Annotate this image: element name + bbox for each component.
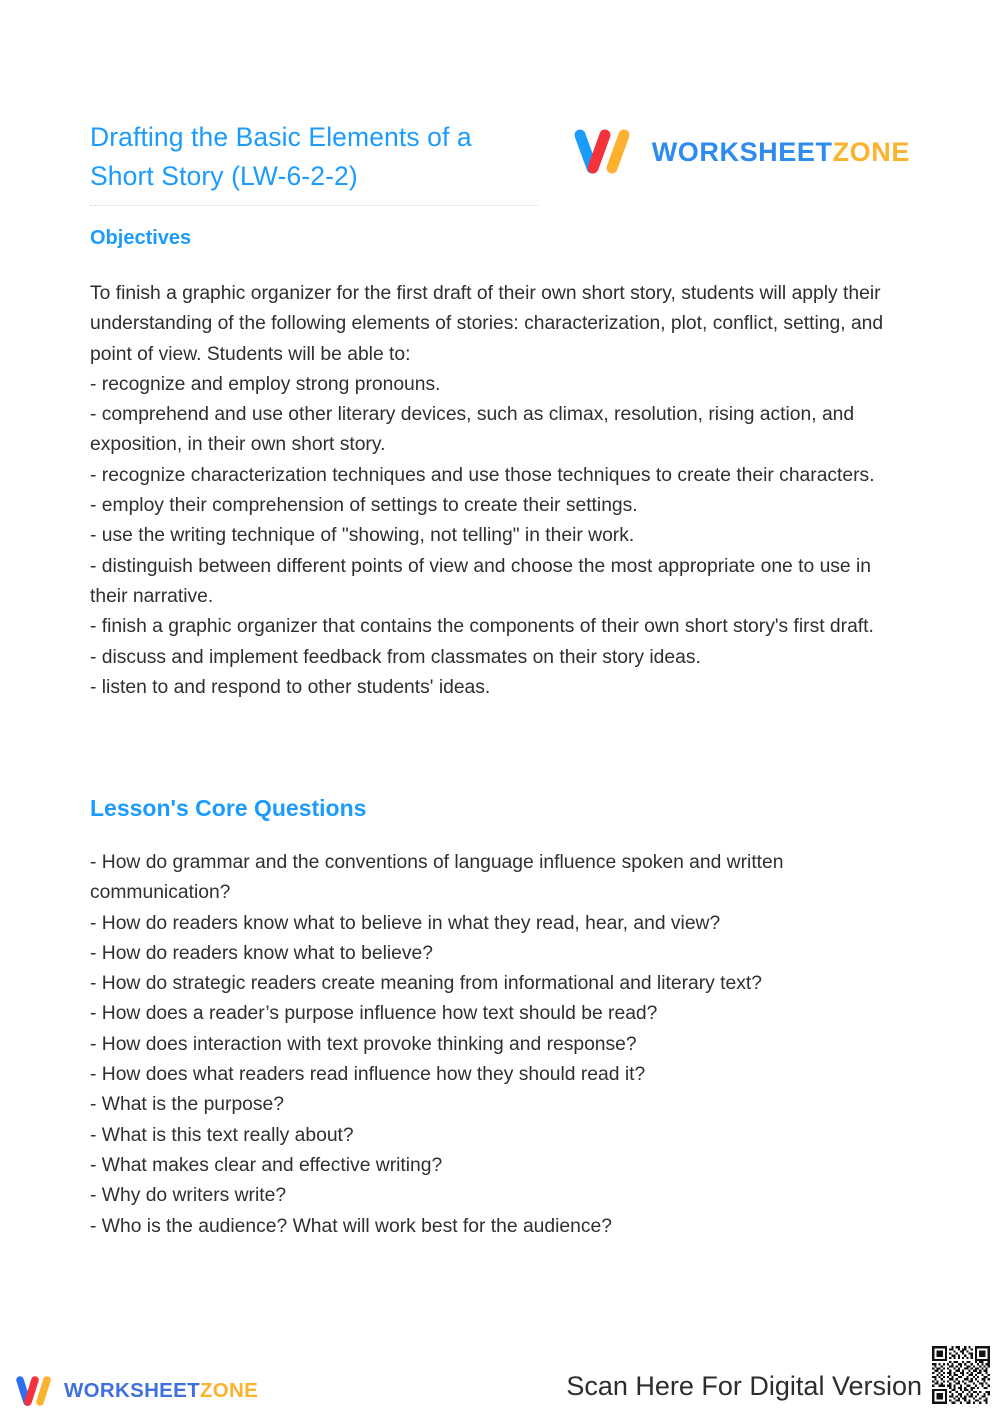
footer-wordmark-secondary: ZONE bbox=[199, 1378, 259, 1402]
list-item: - How do readers know what to believe in what they read, hear, and view? bbox=[90, 912, 721, 934]
brand-wordmark-secondary: ZONE bbox=[832, 136, 910, 167]
list-item: - How does a reader’s purpose influence how text should be read? bbox=[90, 1003, 658, 1025]
list-item: - What makes clear and effective writing? bbox=[90, 1154, 443, 1176]
brand-wordmark-primary: WORKSHEET bbox=[651, 136, 833, 167]
footer-wordmark-primary: WORKSHEET bbox=[64, 1378, 200, 1402]
list-item: - How do strategic readers create meaning from informational and literary text? bbox=[90, 973, 762, 995]
qr-code-icon bbox=[930, 1344, 992, 1406]
scan-instruction-text: Scan Here For Digital Version bbox=[566, 1371, 922, 1402]
list-item: - How does what readers read influence how they should read it? bbox=[90, 1064, 646, 1086]
core-questions-content bbox=[90, 848, 910, 1242]
brand-wordmark bbox=[651, 136, 910, 167]
page-title: Drafting the Basic Elements of a Short Story (LW-6-2-2) bbox=[90, 122, 472, 191]
section-heading-core-questions: Lesson's Core Questions bbox=[90, 795, 367, 821]
list-item: - distinguish between different points of view and choose the most appropriate one to use in their narrative. bbox=[90, 555, 872, 607]
qr-code[interactable] bbox=[930, 1344, 992, 1406]
list-item: - Why do writers write? bbox=[90, 1185, 287, 1207]
page-footer bbox=[0, 1330, 1000, 1414]
brand-logo-header[interactable] bbox=[572, 124, 910, 180]
list-item: - How does interaction with text provoke thinking and response? bbox=[90, 1033, 637, 1055]
list-item: - recognize and employ strong pronouns. bbox=[90, 373, 441, 395]
list-item: - finish a graphic organizer that contains the components of their own short story's first draft. bbox=[90, 616, 874, 638]
section-heading-objectives: Objectives bbox=[90, 227, 192, 249]
list-item: - listen to and respond to other students' ideas. bbox=[90, 676, 491, 698]
worksheetzone-w-mark-icon bbox=[14, 1374, 56, 1408]
list-item: - employ their comprehension of settings to create their settings. bbox=[90, 495, 638, 517]
brand-logo-footer[interactable] bbox=[14, 1374, 258, 1408]
list-item: - recognize characterization techniques and use those techniques to create their characters. bbox=[90, 464, 875, 486]
list-item: - Who is the audience? What will work best for the audience? bbox=[90, 1215, 612, 1237]
worksheetzone-w-mark-icon bbox=[572, 127, 638, 177]
objectives-intro: To finish a graphic organizer for the first draft of their own short story, students will apply their understanding of the following elements of stories: characterization, plot, conflict, setting, and point of view. Students will be able to: bbox=[90, 283, 884, 365]
list-item: - comprehend and use other literary devices, such as climax, resolution, rising action, and exposition, in their own short story. bbox=[90, 404, 855, 456]
list-item: - What is this text really about? bbox=[90, 1124, 354, 1146]
objectives-content bbox=[90, 279, 910, 703]
list-item: - How do grammar and the conventions of language influence spoken and written communication? bbox=[90, 852, 784, 904]
list-item: - use the writing technique of "showing, not telling" in their work. bbox=[90, 525, 635, 547]
list-item: - What is the purpose? bbox=[90, 1094, 284, 1116]
title-divider bbox=[90, 205, 538, 206]
footer-wordmark bbox=[64, 1378, 259, 1402]
list-item: - discuss and implement feedback from classmates on their story ideas. bbox=[90, 646, 701, 668]
list-item: - How do readers know what to believe? bbox=[90, 942, 433, 964]
page-header bbox=[90, 118, 910, 218]
